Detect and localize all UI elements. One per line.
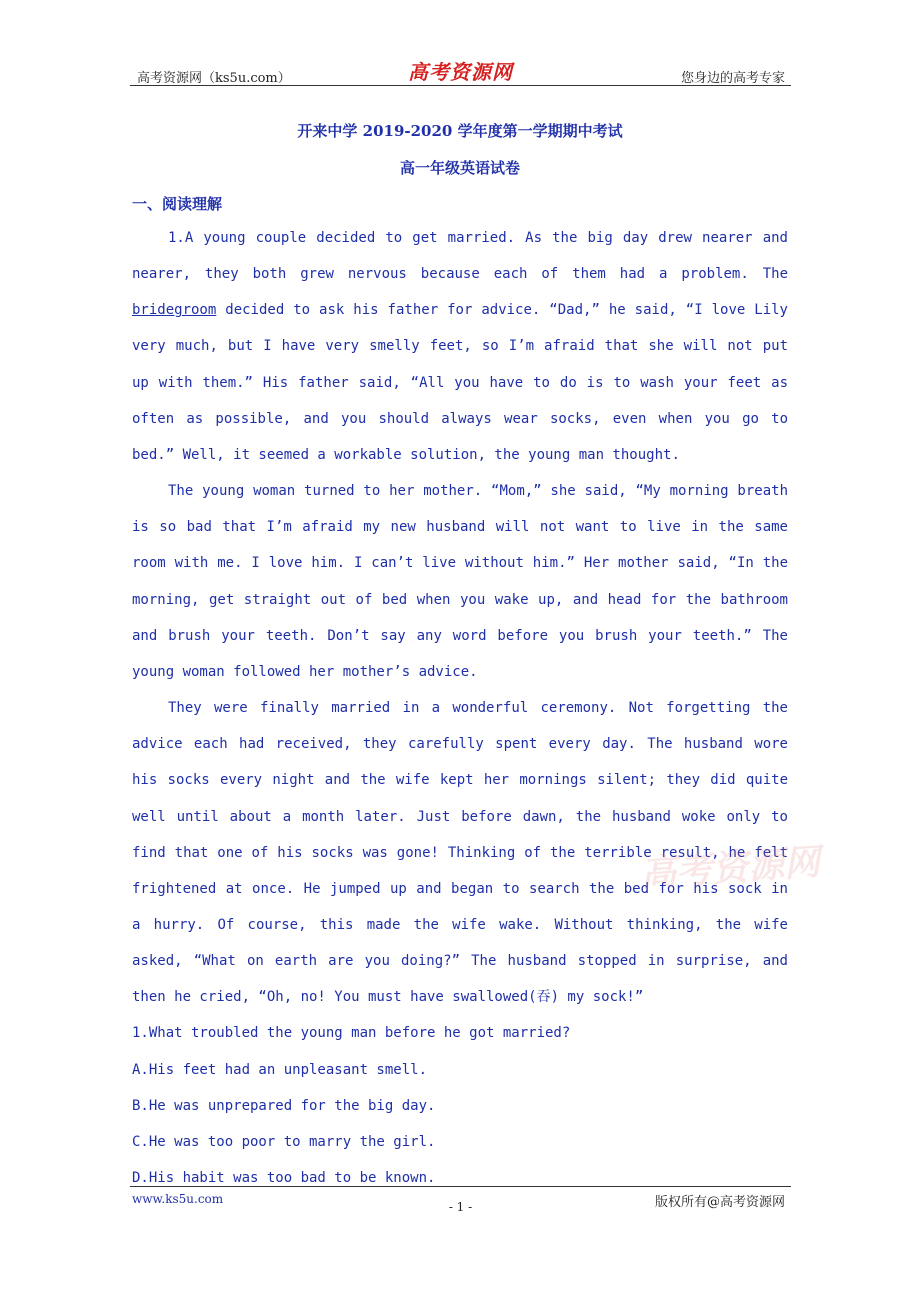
option-c: C.He was too poor to marry the girl. [132,1133,436,1150]
passage [132,220,788,1196]
option-a: A.His feet had an unpleasant smell. [132,1061,428,1078]
watermark-logo: 高考资源网 [638,840,822,896]
header-site-name: 高考资源网（ks5u.com） [137,71,291,86]
underlined-word: bridegroom [132,302,217,319]
option-d: D.His habit was too bad to be known. [132,1170,436,1187]
page-footer [130,1186,791,1226]
paragraph-1: 1.A young couple decided to get married. As the big day drew nearer and nearer, they both grew nervous because each of them had a problem. The bridegroom decided to ask his father for advice. “Dad,” he said, “I love Lily very much, but I have very smelly feet, so I’m afraid that she will not put up with them.” His father said, “All you have to do is to wash your feet as often as possible, and you should always wear socks, even when you go to bed.” Well, it seemed a workable solution, the young man thought. [132,230,788,463]
exam-title: 开来中学 2019-2020 学年度第一学期期中考试 [297,122,623,140]
header-divider [130,85,791,86]
section-heading: 一、阅读理解 [132,195,223,213]
footer-copyright: 版权所有@高考资源网 [654,1195,785,1210]
paragraph-2: The young woman turned to her mother. “Mom,” she said, “My morning breath is so bad that I’m afraid my new husband will not want to live in the same room with me. I love him. I can’t live without him.” Her mother said, “In the morning, get straight out of bed when you wake up, and head for the bathroom and brush your teeth. Don’t say any word before you brush your teeth.” The young woman followed her mother’s advice. [132,483,788,680]
option-b: B.He was unprepared for the big day. [132,1097,436,1114]
paragraph-3: They were finally married in a wonderful ceremony. Not forgetting the advice each had received, they carefully spent every day. The husband wore his socks every night and the wife kept her mornings silent; they did quite well until about a month later. Just before dawn, the husband woke only to find that one of his socks was gone! Thinking of the terrible result, he felt frightened at once. He jumped up and began to search the bed for his sock in a hurry. Of course, this made the wife wake. Without thinking, the wife asked, “What on earth are you doing?” The husband stopped in surprise, and then he cried, “Oh, no! You must have swallowed(吞) my sock!” [132,700,788,1006]
question-stem: 1.What troubled the young man before he got married? [132,1025,571,1042]
footer-divider [130,1186,791,1187]
footer-url[interactable]: www.ks5u.com [132,1192,224,1206]
header-logo: 高考资源网 [408,60,513,84]
page-header [130,56,791,86]
exam-subtitle: 高一年级英语试卷 [399,159,520,177]
header-slogan: 您身边的高考专家 [680,71,785,86]
page-number: - 1 - [448,1200,473,1214]
